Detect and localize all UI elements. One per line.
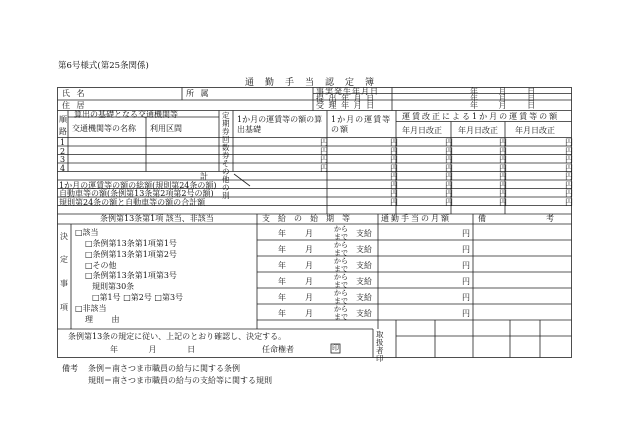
notes-line1: 条例＝南さつま市職員の給与に関する条例 bbox=[88, 364, 240, 373]
period-cell: 支給 bbox=[356, 229, 372, 238]
yen-unit: 円 bbox=[445, 155, 453, 164]
revision-label: 運賃改正による1か月の運賃等の額 bbox=[402, 112, 560, 121]
period-cell: 円 bbox=[462, 245, 470, 254]
side-char: 項 bbox=[60, 303, 68, 312]
yen-unit: 円 bbox=[390, 172, 398, 181]
fare-calc-label: 1か月の運賃等の額の算出基礎 bbox=[237, 115, 323, 134]
yen-unit: 円 bbox=[445, 172, 453, 181]
notes-prefix: 備考 bbox=[62, 364, 78, 373]
rule-30-label: 規則第30条 bbox=[92, 282, 135, 291]
period-cell: 支給 bbox=[356, 277, 372, 286]
period-cell: 年 bbox=[278, 229, 286, 238]
yen-unit: 円 bbox=[390, 189, 398, 198]
period-cell: 月 bbox=[305, 277, 313, 286]
period-cell: 支給 bbox=[356, 309, 372, 318]
period-cell: まで bbox=[334, 249, 348, 257]
side-char: 事 bbox=[60, 279, 68, 288]
yen-unit: 円 bbox=[320, 155, 328, 164]
period-cell: まで bbox=[334, 233, 348, 241]
period-cell: 円 bbox=[462, 277, 470, 286]
event-date-value: 年 月 日 bbox=[470, 87, 536, 96]
yen-unit: 円 bbox=[390, 198, 398, 207]
period-cell: から bbox=[334, 241, 348, 249]
address-label: 住 居 bbox=[62, 101, 87, 110]
name-label: 氏 名 bbox=[62, 89, 87, 98]
yen-unit: 円 bbox=[445, 147, 453, 156]
yen-unit: 円 bbox=[565, 181, 573, 190]
order-label: 順路 bbox=[59, 115, 67, 136]
event-date-label: 事実発生年月日 bbox=[316, 87, 379, 96]
handler-label: 取扱者印 bbox=[376, 330, 384, 363]
yen-unit: 円 bbox=[390, 138, 398, 147]
yen-unit: 円 bbox=[445, 138, 453, 147]
remarks-label: 備考 bbox=[478, 214, 614, 223]
period-cell: 支給 bbox=[356, 261, 372, 270]
transport-name-label: 交通機関等の名称 bbox=[72, 124, 136, 133]
sum3-label: 規則第24条の額と自動車等の額の合計額 bbox=[59, 198, 206, 207]
receive-date-value: 年 月 日 bbox=[470, 101, 536, 110]
yen-unit: 円 bbox=[565, 172, 573, 181]
period-cell: 支給 bbox=[356, 245, 372, 254]
period-cell: から bbox=[334, 257, 348, 265]
yen-unit: 円 bbox=[565, 155, 573, 164]
yen-unit: 円 bbox=[565, 164, 573, 173]
yen-unit: 円 bbox=[565, 189, 573, 198]
page-title: 通勤手当認定簿 bbox=[244, 78, 385, 88]
yen-unit: 円 bbox=[499, 155, 507, 164]
reason-label: 理 由 bbox=[85, 315, 128, 324]
yen-unit: 円 bbox=[499, 147, 507, 156]
submit-date-label: 提 出 年 月 日 bbox=[316, 94, 376, 103]
period-cell: 年 bbox=[278, 309, 286, 318]
revision-col-2: 年月日改正 bbox=[458, 126, 498, 135]
option-item1[interactable]: □条例第13条第1項第1号 bbox=[85, 239, 177, 248]
allowance-label: 通勤手当の月額 bbox=[381, 214, 451, 223]
yen-unit: 円 bbox=[499, 181, 507, 190]
yen-unit: 円 bbox=[320, 138, 328, 147]
option-item2[interactable]: □条例第13条第1項第2号 bbox=[85, 250, 177, 259]
section-label: 利用区間 bbox=[150, 124, 182, 133]
period-cell: から bbox=[334, 289, 348, 297]
period-cell: 円 bbox=[462, 293, 470, 302]
payment-period-label: 支給の始期等 bbox=[262, 214, 358, 223]
option-item3[interactable]: □条例第13条第1項第3号 bbox=[85, 271, 177, 280]
authority-label: 任命権者 bbox=[262, 345, 294, 354]
receive-date-label: 受 理 年 月 日 bbox=[316, 101, 376, 110]
period-cell: 月 bbox=[305, 229, 313, 238]
period-cell: 円 bbox=[462, 261, 470, 270]
ticket-label: 定期券回数券その他の別 bbox=[222, 111, 230, 200]
period-cell: 円 bbox=[462, 229, 470, 238]
submit-date-value: 年 月 日 bbox=[470, 94, 536, 103]
sum1-label: 1か月の運賃等の額の総額(規則第24条の額) bbox=[59, 181, 217, 190]
period-cell: 年 bbox=[278, 277, 286, 286]
yen-unit: 円 bbox=[445, 189, 453, 198]
row-number: 4 bbox=[60, 164, 66, 173]
period-cell: 月 bbox=[305, 309, 313, 318]
period-cell: 年 bbox=[278, 245, 286, 254]
yen-unit: 円 bbox=[390, 147, 398, 156]
period-cell: まで bbox=[334, 265, 348, 273]
total-label: 計 bbox=[200, 172, 208, 181]
yen-unit: 円 bbox=[499, 172, 507, 181]
yen-unit: 円 bbox=[445, 198, 453, 207]
period-cell: 月 bbox=[305, 245, 313, 254]
row-number: 3 bbox=[60, 155, 66, 164]
rule-sub-options[interactable]: □第1号 □第2号 □第3号 bbox=[92, 293, 184, 302]
statement: 条例第13条の規定に従い、上記のとおり確認し、決定する。 bbox=[68, 332, 287, 341]
yen-unit: 円 bbox=[499, 189, 507, 198]
yen-unit: 円 bbox=[565, 198, 573, 207]
yen-unit: 円 bbox=[390, 181, 398, 190]
period-cell: から bbox=[334, 273, 348, 281]
period-cell: 年 bbox=[278, 261, 286, 270]
period-cell: まで bbox=[334, 297, 348, 305]
row-number: 1 bbox=[60, 138, 66, 147]
yen-unit: 円 bbox=[499, 138, 507, 147]
notes-line2: 規則＝南さつま市職員の給与の支給等に関する規則 bbox=[88, 376, 272, 385]
yen-unit: 円 bbox=[499, 198, 507, 207]
period-cell: まで bbox=[334, 313, 348, 321]
side-char: 決 bbox=[60, 232, 68, 241]
decision-date: 年 月 日 bbox=[110, 345, 196, 354]
basis-label: 算出の基礎となる交通機関等 bbox=[74, 110, 178, 119]
seal-mark: 印 bbox=[332, 344, 339, 352]
yen-unit: 円 bbox=[565, 138, 573, 147]
form-number: 第6号様式(第25条関係) bbox=[58, 61, 149, 71]
decision-header: 条例第13条第1項 該当、非該当 bbox=[100, 214, 214, 223]
period-cell: 年 bbox=[278, 293, 286, 302]
yen-unit: 円 bbox=[390, 164, 398, 173]
sum2-label: 自動車等の額(条例第13条第2項第2号の額) bbox=[59, 189, 214, 198]
monthly-fare-label: 1か月の運賃等の額 bbox=[331, 115, 392, 134]
option-applicable[interactable]: □該当 bbox=[75, 228, 99, 237]
yen-unit: 円 bbox=[320, 164, 328, 173]
dept-label: 所 属 bbox=[186, 89, 211, 98]
option-not-applicable[interactable]: □非該当 bbox=[75, 304, 107, 313]
yen-unit: 円 bbox=[320, 147, 328, 156]
revision-col-1: 年月日改正 bbox=[402, 126, 442, 135]
period-cell: から bbox=[334, 225, 348, 233]
period-cell: 月 bbox=[305, 293, 313, 302]
yen-unit: 円 bbox=[445, 164, 453, 173]
yen-unit: 円 bbox=[390, 155, 398, 164]
period-cell: 月 bbox=[305, 261, 313, 270]
yen-unit: 円 bbox=[565, 147, 573, 156]
period-cell: まで bbox=[334, 281, 348, 289]
side-char: 定 bbox=[60, 255, 68, 264]
period-cell: から bbox=[334, 305, 348, 313]
option-other[interactable]: □その他 bbox=[85, 261, 117, 270]
yen-unit: 円 bbox=[445, 181, 453, 190]
row-number: 2 bbox=[60, 147, 66, 156]
yen-unit: 円 bbox=[499, 164, 507, 173]
revision-col-3: 年月日改正 bbox=[515, 126, 555, 135]
period-cell: 円 bbox=[462, 309, 470, 318]
period-cell: 支給 bbox=[356, 293, 372, 302]
